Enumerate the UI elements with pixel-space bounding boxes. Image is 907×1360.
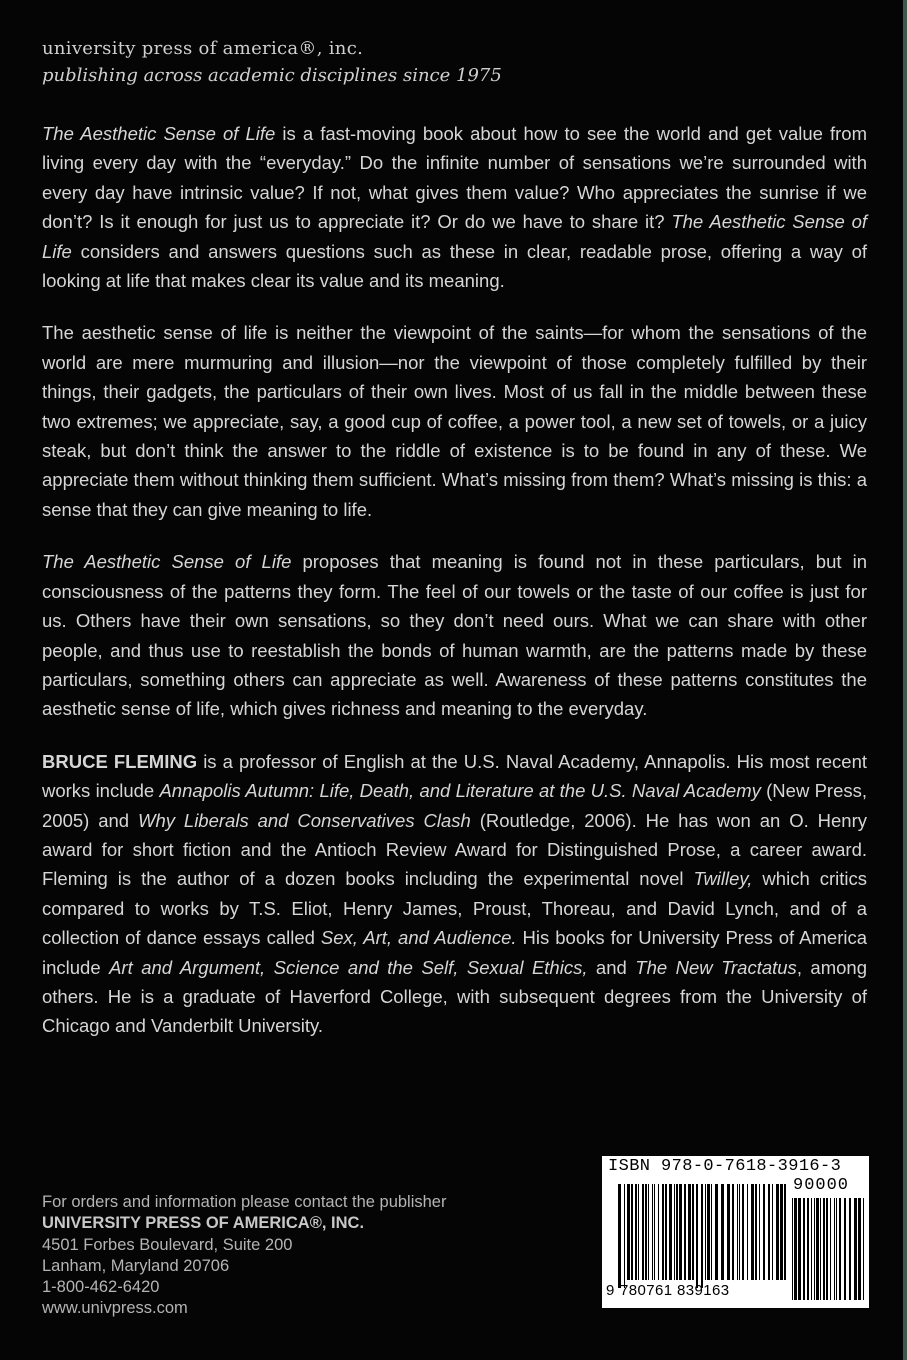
contact-intro: For orders and information please contact the publisher	[42, 1193, 447, 1211]
website: www.univpress.com	[42, 1299, 188, 1318]
barcode-bar	[814, 1198, 815, 1300]
bio-text: and	[587, 956, 636, 978]
bio-text: (New Press, 2005) and	[42, 780, 867, 831]
barcode-main-digits: 780761 839163	[620, 1282, 730, 1299]
barcode-bar	[696, 1184, 698, 1288]
barcode-bar	[798, 1198, 801, 1300]
barcode-bar	[863, 1198, 864, 1300]
barcode-bar	[618, 1184, 621, 1288]
book-title: Twilley,	[693, 868, 753, 890]
barcode-bar	[768, 1184, 770, 1280]
barcode-bar	[784, 1184, 786, 1280]
barcode-bar	[721, 1184, 724, 1280]
barcode-bar	[662, 1184, 664, 1280]
paragraph-text: is a fast-moving book about how to see the world and get value from living every day with the “everyday.” Do the infinite number of sensations we’re surrounded with every day have intrinsic value? If not, what gives them value? Who appreciates the sunrise if we don’t? Is it enough for just us to appreciate it? Or do we have to share it?	[42, 123, 867, 233]
paragraph-text: proposes that meaning is found not in these particulars, but in consciousness of the patterns they form. The feel of our towels or the taste of our coffee is just for us. Others have their own sensations, so they don’t need ours. What we can share with other people, and thus use to reestablish the bonds of human warmth, are the patterns made by these particulars, something others can appreciate as well. Awareness of these patterns constitutes the aesthetic sense of life, which gives richness and meaning to the everyday.	[42, 551, 867, 720]
author-bio	[42, 747, 867, 1041]
bio-text: (Routledge, 2006). He has won an O. Henry award for short fiction and the Antioch Review Award for Distinguished Prose, a career award. Fleming is the author of a dozen books including the experimental novel	[42, 809, 868, 890]
book-title: The Aesthetic Sense of Life	[42, 123, 276, 144]
barcode-bar	[755, 1184, 757, 1280]
price-code: 90000	[793, 1176, 850, 1195]
barcode-bar	[811, 1198, 812, 1300]
barcode-bar	[627, 1184, 630, 1280]
book-title: The Aesthetic Sense of Life	[42, 211, 867, 262]
address-line-1: 4501 Forbes Boulevard, Suite 200	[42, 1235, 293, 1254]
barcode-bar	[854, 1198, 857, 1300]
book-title: Annapolis Autumn: Life, Death, and Literature at the U.S. Naval Academy	[159, 780, 761, 802]
barcode-bar	[624, 1184, 625, 1288]
barcode-bar	[826, 1198, 828, 1300]
barcode-bar	[679, 1184, 682, 1280]
description-paragraph-2: The aesthetic sense of life is neither the viewpoint of the saints—for whom the sensations of the world are mere murmuring and illusion—nor the viewpoint of those completely fulfilled by their things, their gadgets, the particulars of their own lives. Most of us fall in the middle between these two extremes; we appreciate, say, a good cup of coffee, a power tool, a new set of towels, or a juicy steak, but don’t think the answer to the riddle of existence is to be found in any of these. We appreciate them without thinking them sufficient. What’s missing from them? What’s missing is this: a sense that they can give meaning to life.	[42, 322, 867, 520]
cover-edge	[903, 0, 907, 1360]
barcode-bar	[707, 1184, 710, 1280]
barcode-bar	[688, 1184, 691, 1280]
phone-number: 1-800-462-6420	[42, 1278, 160, 1297]
barcode-bar	[836, 1198, 837, 1300]
barcode-bar	[635, 1184, 637, 1280]
barcode-first-digit: 9	[606, 1282, 615, 1299]
barcode-bar	[645, 1184, 647, 1280]
publisher-contact	[42, 1192, 446, 1320]
address-line-2: Lanham, Maryland 20706	[42, 1256, 230, 1275]
barcode-bar	[849, 1198, 851, 1300]
isbn-barcode	[602, 1156, 869, 1308]
barcode-bar	[794, 1198, 797, 1300]
barcode-bar	[747, 1184, 748, 1280]
barcode-bar	[858, 1198, 861, 1300]
barcode-bar	[692, 1184, 694, 1280]
barcode-bar	[711, 1184, 712, 1280]
barcode-bar	[742, 1184, 744, 1280]
barcode-bar	[638, 1184, 639, 1280]
book-title: Sex, Art, and Audience.	[320, 927, 517, 949]
barcode-bar	[807, 1198, 809, 1300]
barcode-bar	[684, 1184, 686, 1280]
barcode-bar	[676, 1184, 678, 1280]
barcode-bar	[834, 1198, 835, 1300]
barcode-bar	[839, 1198, 841, 1300]
barcode-bar	[701, 1184, 703, 1288]
barcode-bar	[737, 1184, 738, 1280]
barcode-bar	[658, 1184, 659, 1280]
barcode-bar	[674, 1184, 675, 1280]
barcode-bar	[759, 1184, 760, 1280]
author-name: BRUCE FLEMING	[42, 750, 198, 772]
publisher-tagline: publishing across academic disciplines since 1975	[42, 65, 502, 86]
barcode-bar	[732, 1184, 734, 1280]
barcode-bar	[751, 1184, 754, 1280]
barcode-bar	[669, 1184, 672, 1280]
bio-text: which critics compared to works by T.S. Eliot, Henry James, Proust, Thoreau, and David Lynch, and of a collection of dance essays called	[42, 868, 867, 949]
isbn-number: ISBN 978-0-7618-3916-3	[608, 1157, 842, 1176]
barcode-digits	[606, 1282, 729, 1299]
barcode-bar	[715, 1184, 718, 1280]
barcode-bar	[820, 1198, 821, 1300]
book-description	[42, 119, 867, 1064]
paragraph-text: considers and answers questions such as these in clear, readable prose, offering a way of looking at life that makes clear its value and its meaning.	[42, 240, 867, 292]
barcode-bar	[727, 1184, 730, 1280]
book-title: The New Tractatus	[635, 956, 797, 978]
barcode-bar	[830, 1198, 831, 1300]
barcode-bar	[665, 1184, 667, 1280]
barcode-bar	[631, 1184, 633, 1280]
barcode-bar	[772, 1184, 773, 1280]
book-title: The Aesthetic Sense of Life	[42, 551, 292, 573]
bio-text: , among others. He is a graduate of Haverford College, with subsequent degrees from the University of Chicago and Vanderbilt University.	[42, 956, 867, 1037]
barcode-bar	[844, 1198, 846, 1300]
barcode-bar	[816, 1198, 819, 1300]
publisher-logo-name: university press of america®, inc.	[42, 38, 364, 59]
barcode-bar	[652, 1184, 653, 1280]
barcode-bar	[642, 1184, 644, 1280]
description-paragraph-3	[42, 547, 867, 723]
barcode-bar	[705, 1184, 706, 1280]
barcode-bar	[648, 1184, 649, 1280]
barcode-bar	[654, 1184, 655, 1280]
barcode-bar	[763, 1184, 765, 1280]
barcode-bar	[792, 1198, 793, 1300]
bio-text: His books for University Press of America include	[42, 927, 868, 978]
barcode-bar	[823, 1198, 825, 1300]
book-title: Why Liberals and Conservatives Clash	[138, 809, 471, 831]
barcode-bar	[780, 1184, 783, 1280]
description-paragraph-1	[42, 119, 867, 295]
publisher-name: UNIVERSITY PRESS OF AMERICA®, INC.	[42, 1214, 365, 1233]
bio-text: is a professor of English at the U.S. Naval Academy, Annapolis. His most recent works include	[42, 750, 867, 802]
barcode-bar	[739, 1184, 740, 1280]
barcode-bar	[803, 1198, 805, 1300]
book-title: Art and Argument, Science and the Self, Sexual Ethics,	[109, 956, 588, 978]
publisher-logo	[42, 38, 502, 86]
barcode-bar	[776, 1184, 779, 1280]
